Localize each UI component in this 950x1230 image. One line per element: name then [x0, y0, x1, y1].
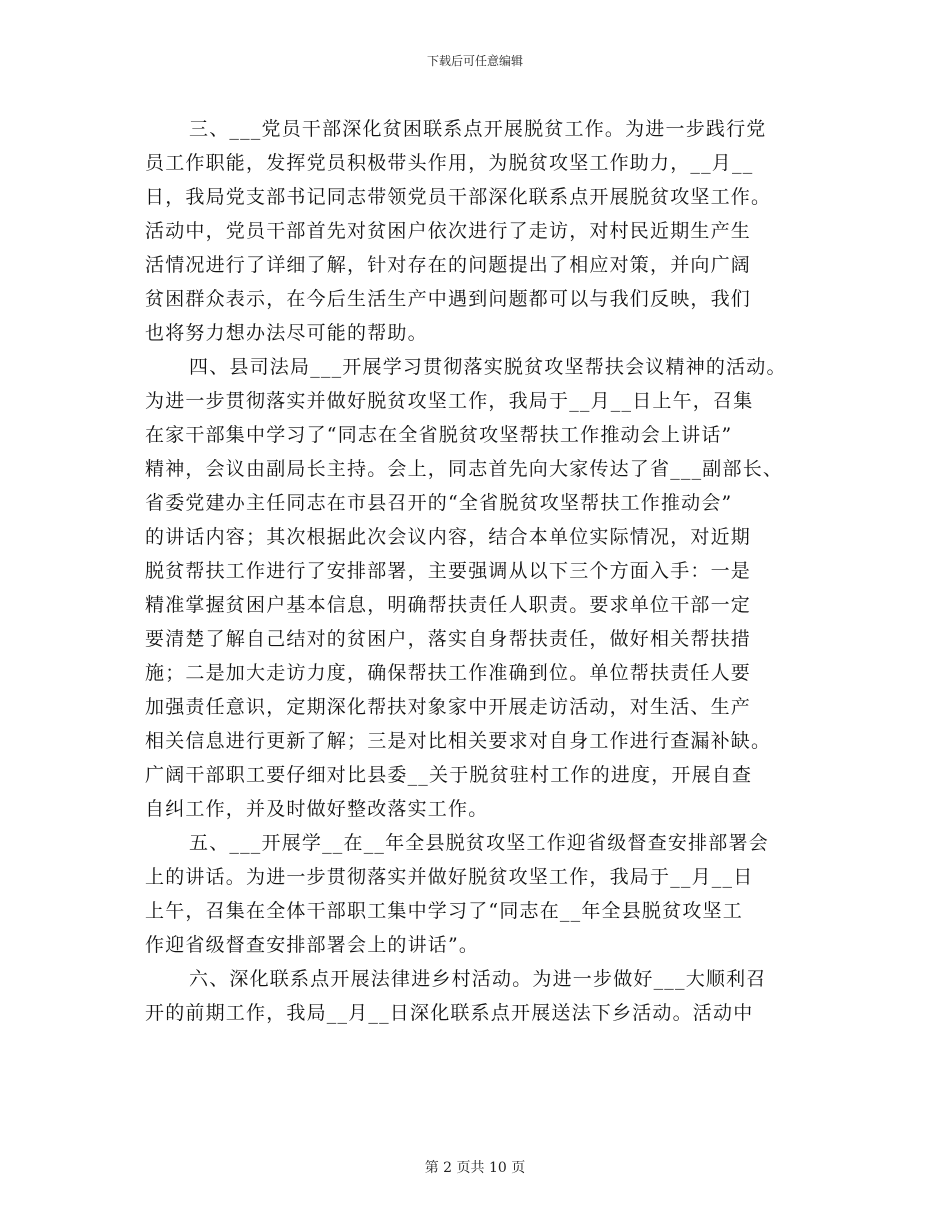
text-line: 脱贫帮扶工作进行了安排部署，主要强调从以下三个方面入手：一是: [145, 560, 752, 582]
text-line: 在家干部集中学习了“同志在全省脱贫攻坚帮扶工作推动会上讲话”: [145, 424, 733, 446]
text-line: 也将努力想办法尽可能的帮助。: [145, 322, 428, 344]
text-line: 活情况进行了详细了解，针对存在的问题提出了相应对策，并向广阔: [145, 254, 752, 276]
text-line: 上的讲话。为进一步贯彻落实并做好脱贫攻坚工作，我局于__月__日: [145, 866, 754, 888]
text-line: 四、县司法局___开展学习贯彻落实脱贫攻坚帮扶会议精神的活动。: [189, 356, 787, 378]
text-line: 活动中，党员干部首先对贫困户依次进行了走访，对村民近期生产生: [145, 220, 752, 242]
text-line: 的讲话内容；其次根据此次会议内容，结合本单位实际情况，对近期: [145, 526, 752, 548]
text-line: 贫困群众表示，在今后生活生产中遇到问题都可以与我们反映，我们: [145, 288, 752, 310]
text-line: 相关信息进行更新了解；三是对比相关要求对自身工作进行查漏补缺。: [145, 730, 772, 752]
text-line: 省委党建办主任同志在市县召开的“全省脱贫攻坚帮扶工作推动会”: [145, 492, 733, 514]
body-text: [145, 112, 825, 1030]
text-line: 上午，召集在全体干部职工集中学习了“同志在__年全县脱贫攻坚工: [145, 900, 743, 922]
text-line: 开的前期工作，我局__月__日深化联系点开展送法下乡活动。活动中: [145, 1002, 754, 1024]
page-header: 下载后可任意编辑: [426, 54, 523, 68]
text-line: 员工作职能，发挥党员积极带头作用，为脱贫攻坚工作助力，__月__: [145, 152, 754, 174]
text-line: 要清楚了解自己结对的贫困户，落实自身帮扶责任，做好相关帮扶措: [145, 628, 752, 650]
text-line: 精神，会议由副局长主持。会上，同志首先向大家传达了省___副部长、: [145, 458, 784, 480]
text-line: 作迎省级督查安排部署会上的讲话”。: [145, 934, 480, 956]
text-line: 自纠工作，并及时做好整改落实工作。: [145, 798, 489, 820]
text-line: 加强责任意识，定期深化帮扶对象家中开展走访活动，对生活、生产: [145, 696, 752, 718]
text-line: 五、___开展学__在__年全县脱贫攻坚工作迎省级督查安排部署会: [189, 832, 769, 854]
text-line: 三、___党员干部深化贫困联系点开展脱贫工作。为进一步践行党: [189, 118, 767, 140]
text-line: 广阔干部职工要仔细对比县委__关于脱贫驻村工作的进度，开展自查: [145, 764, 753, 786]
page-footer: 第 2 页共 10 页: [424, 1160, 526, 1176]
text-line: 施；二是加大走访力度，确保帮扶工作准确到位。单位帮扶责任人要: [145, 662, 752, 684]
text-line: 日，我局党支部书记同志带领党员干部深化联系点开展脱贫攻坚工作。: [145, 186, 772, 208]
text-line: 精准掌握贫困户基本信息，明确帮扶责任人职责。要求单位干部一定: [145, 594, 752, 616]
text-line: 为进一步贯彻落实并做好脱贫攻坚工作，我局于__月__日上午，召集: [145, 390, 754, 412]
text-line: 六、深化联系点开展法律进乡村活动。为进一步做好___大顺利召: [189, 968, 767, 990]
